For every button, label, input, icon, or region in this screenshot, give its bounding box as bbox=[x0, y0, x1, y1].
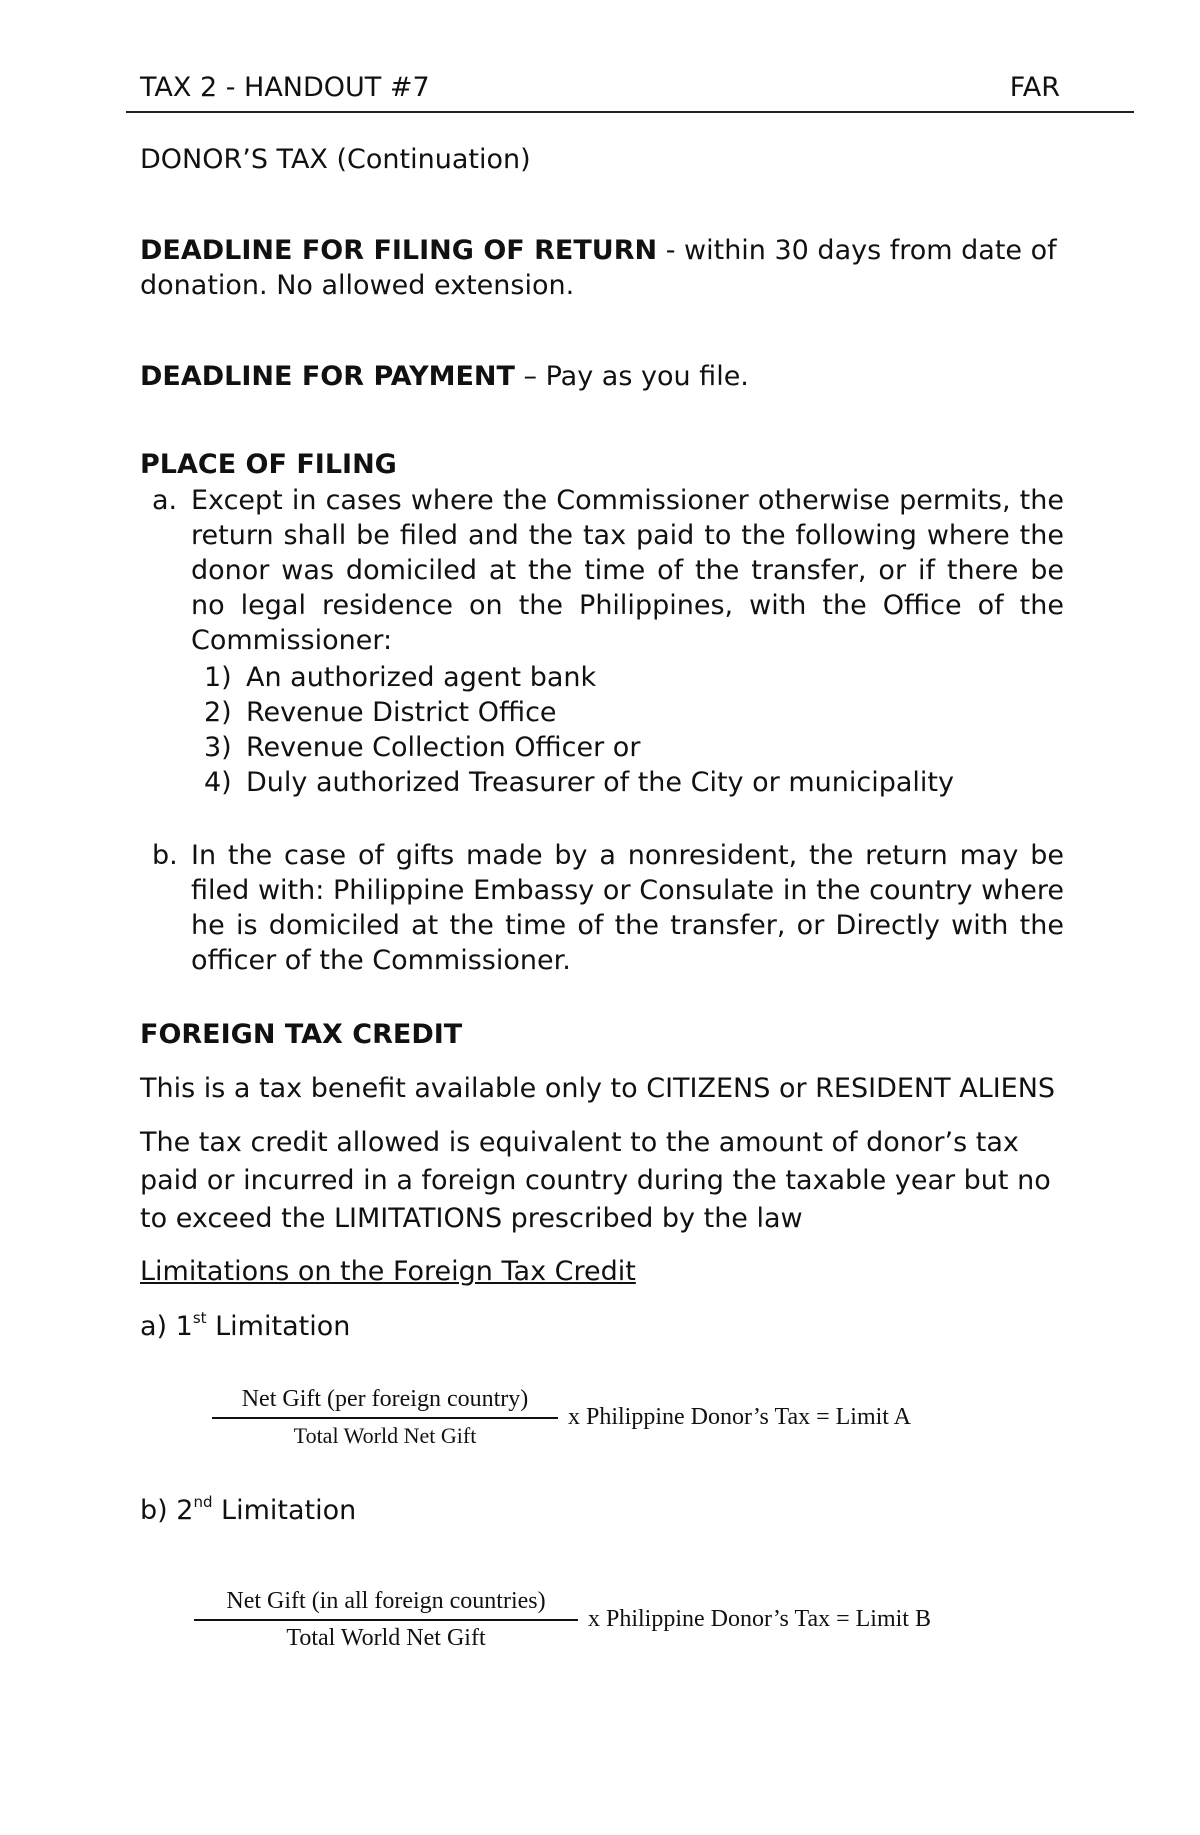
deadline-payment-label: DEADLINE FOR PAYMENT bbox=[140, 361, 515, 392]
place-of-filing-item-a bbox=[152, 483, 1064, 658]
second-limitation-numerator: Net Gift (in all foreign countries) bbox=[226, 1588, 546, 1614]
filing-place-1-text: An authorized agent bank bbox=[246, 662, 597, 693]
header-divider bbox=[126, 111, 1134, 113]
deadline-payment-section bbox=[140, 359, 1065, 394]
filing-place-4-number: 4) bbox=[204, 767, 232, 798]
first-limitation-result: x Philippine Donor’s Tax = Limit A bbox=[568, 1404, 911, 1430]
deadline-filing-section bbox=[140, 233, 1065, 303]
filing-place-1 bbox=[204, 660, 1064, 695]
filing-place-4-text: Duly authorized Treasurer of the City or municipality bbox=[246, 767, 954, 798]
first-limitation-suffix: Limitation bbox=[206, 1311, 351, 1342]
foreign-tax-credit-p1: This is a tax benefit available only to CITIZENS or RESIDENT ALIENS bbox=[140, 1073, 1056, 1104]
deadline-payment-text: – Pay as you file. bbox=[514, 361, 749, 392]
foreign-tax-credit-heading: FOREIGN TAX CREDIT bbox=[140, 1019, 463, 1050]
filing-place-1-number: 1) bbox=[204, 662, 232, 693]
place-of-filing-item-b bbox=[152, 838, 1064, 978]
first-limitation-denominator: Total World Net Gift bbox=[293, 1423, 477, 1448]
first-limitation-fraction bbox=[212, 1384, 558, 1451]
second-limitation-suffix: Limitation bbox=[212, 1495, 357, 1526]
deadline-filing-text-2: donation. No allowed extension. bbox=[140, 270, 575, 301]
filing-place-2-text: Revenue District Office bbox=[246, 697, 557, 728]
first-limitation-formula bbox=[212, 1384, 1012, 1454]
first-limitation-prefix: a) 1 bbox=[140, 1311, 193, 1342]
document-title: DONOR’S TAX (Continuation) bbox=[140, 144, 531, 175]
filing-place-3-text: Revenue Collection Officer or bbox=[246, 732, 641, 763]
second-limitation-denominator: Total World Net Gift bbox=[286, 1625, 486, 1651]
first-limitation-label bbox=[140, 1309, 1065, 1344]
item-b-marker: b. bbox=[152, 840, 178, 871]
item-b-text: In the case of gifts made by a nonresident, the return may be filed with: Philippine Embassy or Consulate in the country where he is domiciled at the time of the transfer, or Directly with the officer of the Commissioner. bbox=[191, 840, 1064, 976]
item-a-text: Except in cases where the Commissioner otherwise permits, the return shall be filed and the tax paid to the following where the donor was domiciled at the time of the transfer, or if there be no legal residence on the Philippines, with the Office of the Commissioner: bbox=[191, 485, 1064, 656]
page-header bbox=[140, 70, 1060, 110]
first-limitation-ordinal: st bbox=[192, 1309, 207, 1327]
filing-place-2-number: 2) bbox=[204, 697, 232, 728]
first-limitation-numerator: Net Gift (per foreign country) bbox=[241, 1386, 529, 1412]
deadline-filing-text-1: - within 30 days from date of bbox=[657, 235, 1057, 266]
filing-place-4 bbox=[204, 765, 1064, 800]
foreign-tax-credit-p2: The tax credit allowed is equivalent to the amount of donor’s tax paid or incurred in a foreign country during the taxable year but no to exceed the LIMITATIONS prescribed by the law bbox=[140, 1127, 1051, 1234]
header-course: TAX 2 - HANDOUT #7 bbox=[140, 72, 430, 103]
fraction-bar bbox=[194, 1619, 578, 1621]
second-limitation-label bbox=[140, 1493, 1065, 1528]
place-of-filing-heading: PLACE OF FILING bbox=[140, 449, 397, 480]
limitations-title: Limitations on the Foreign Tax Credit bbox=[140, 1256, 636, 1287]
second-limitation-result: x Philippine Donor’s Tax = Limit B bbox=[588, 1606, 931, 1632]
second-limitation-prefix: b) 2 bbox=[140, 1495, 194, 1526]
filing-place-3 bbox=[204, 730, 1064, 765]
second-limitation-fraction bbox=[194, 1586, 578, 1653]
second-limitation-formula bbox=[194, 1586, 1024, 1656]
header-subject-code: FAR bbox=[1009, 72, 1060, 103]
filing-place-3-number: 3) bbox=[204, 732, 232, 763]
second-limitation-ordinal: nd bbox=[193, 1493, 213, 1511]
deadline-filing-label: DEADLINE FOR FILING OF RETURN bbox=[140, 235, 658, 266]
fraction-bar bbox=[212, 1417, 558, 1419]
filing-place-2 bbox=[204, 695, 1064, 730]
item-a-marker: a. bbox=[152, 485, 178, 516]
